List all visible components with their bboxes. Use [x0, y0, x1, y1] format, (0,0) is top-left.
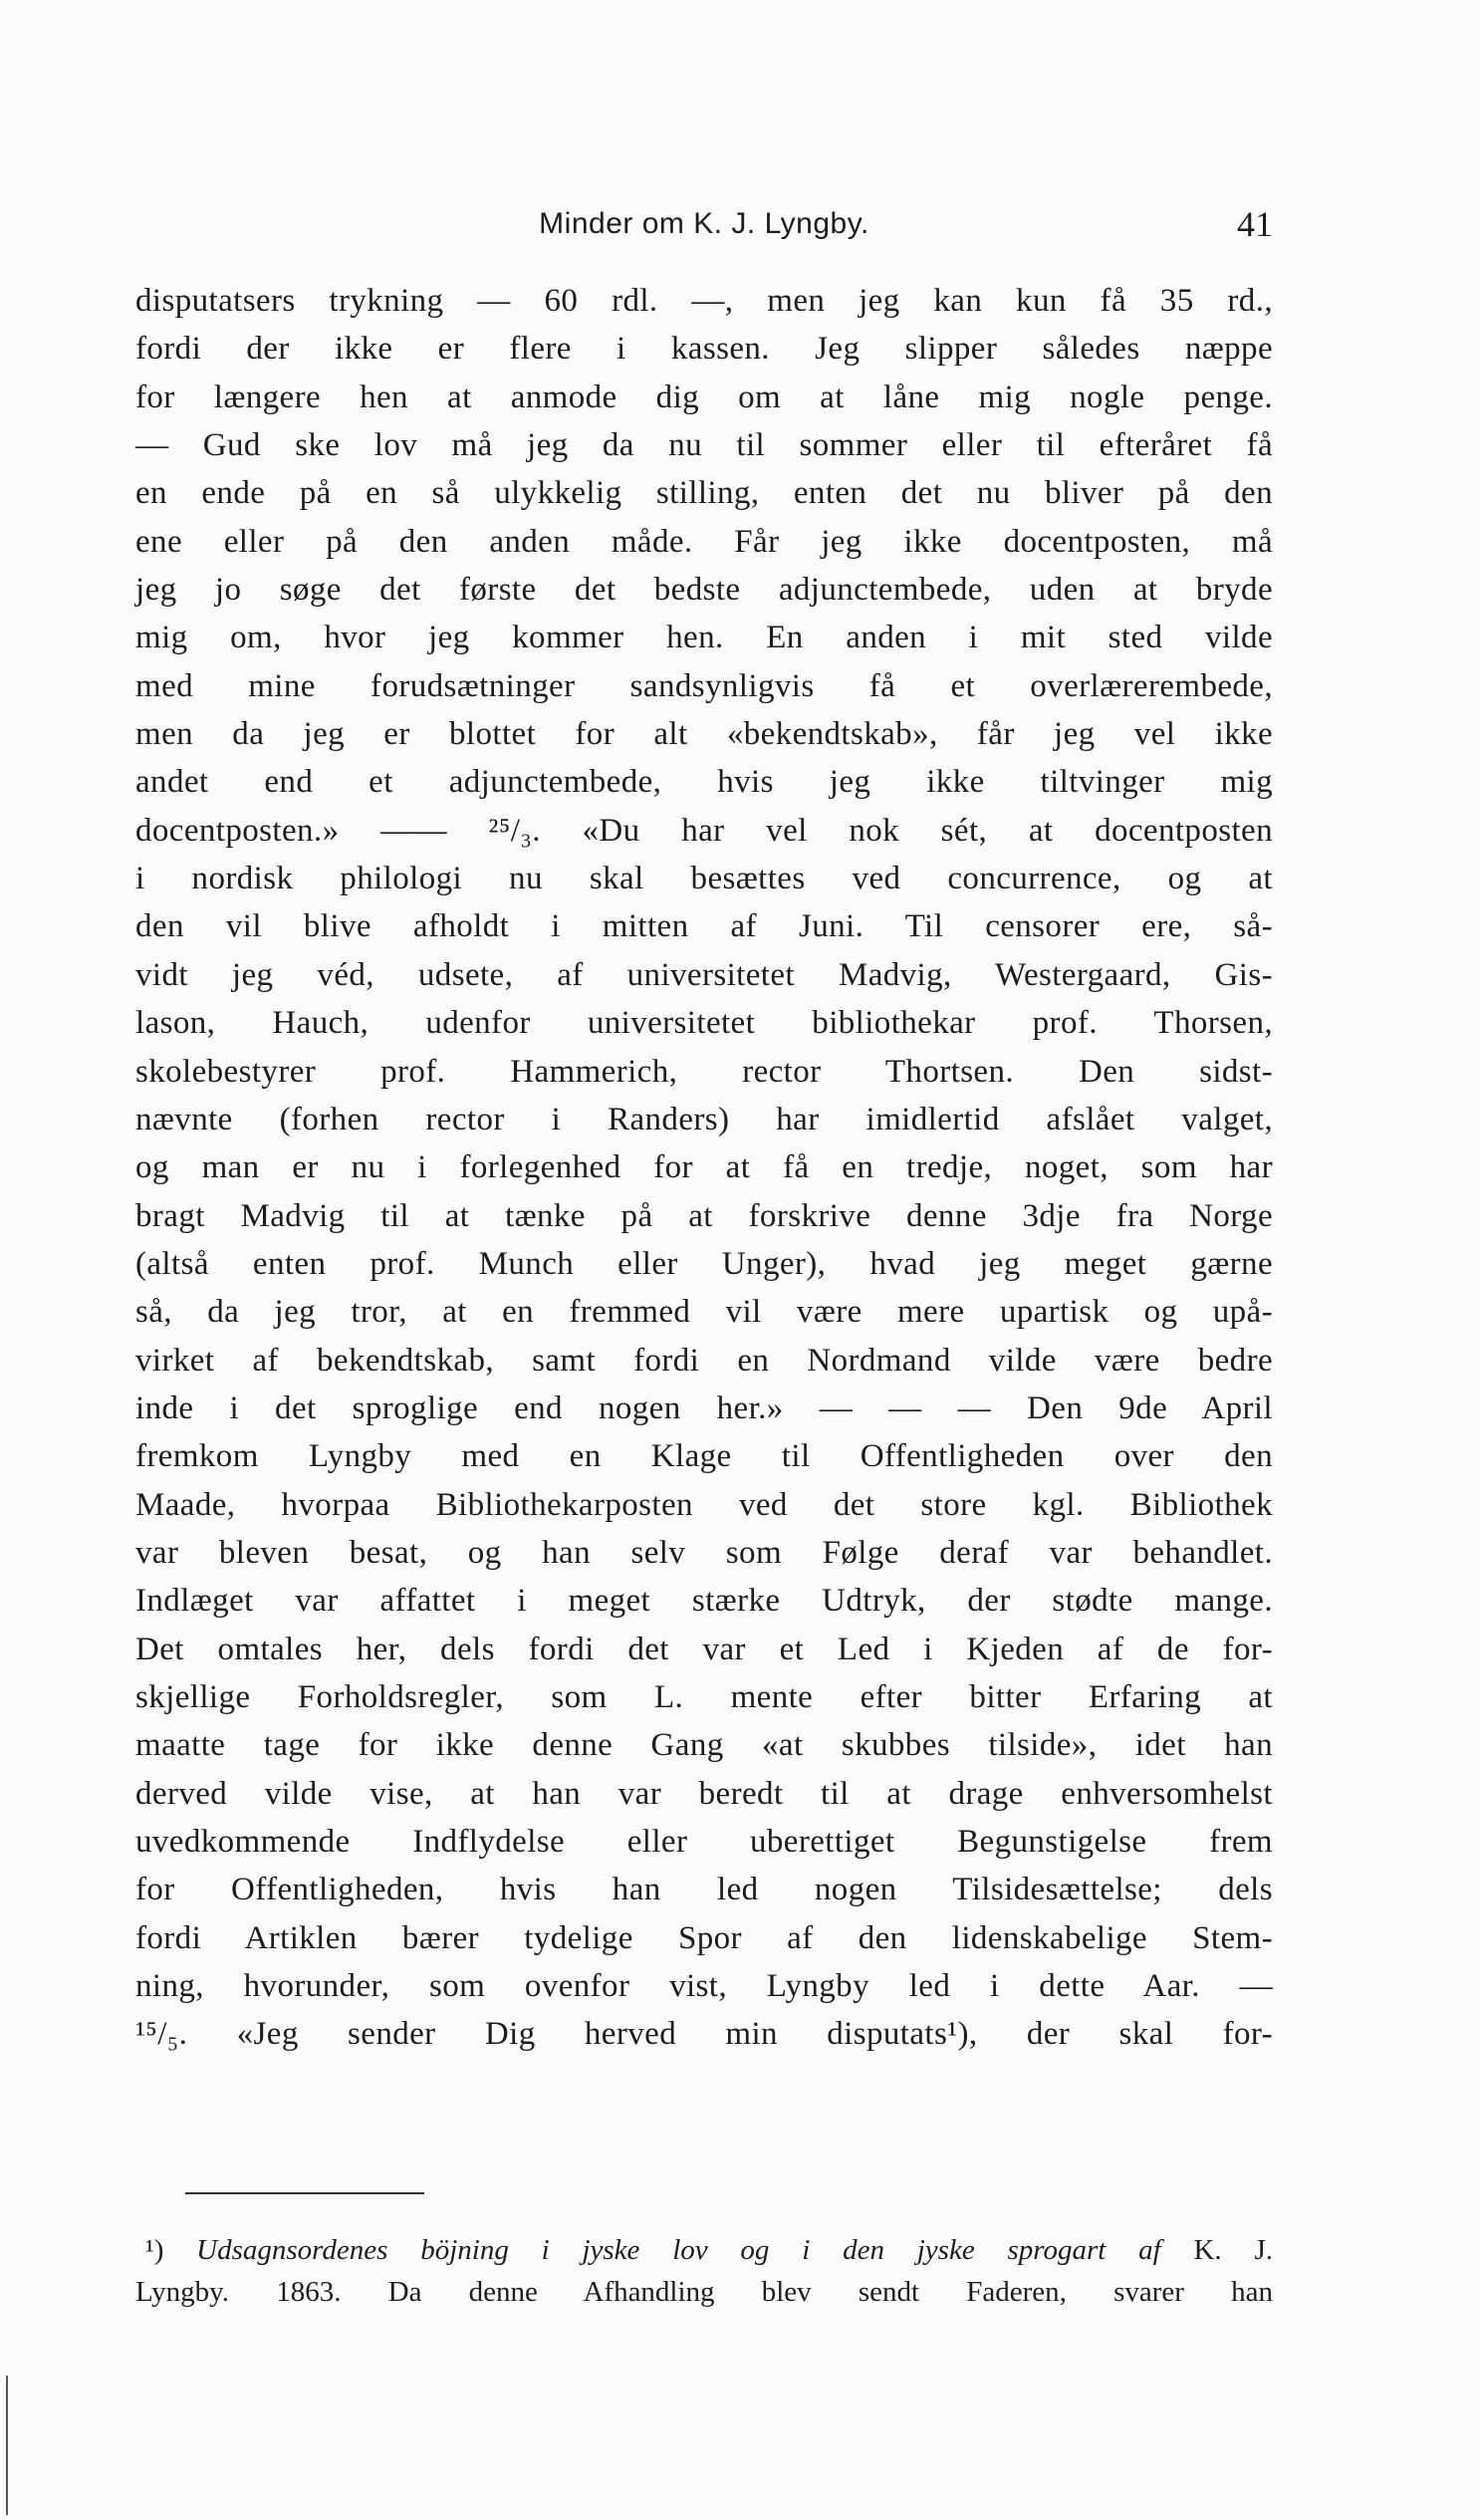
- running-head: Minder om K. J. Lyngby.: [539, 207, 869, 240]
- footnote-author: K. J.: [1193, 2234, 1274, 2266]
- body-line: Indlæget var affattet i meget stærke Udtryk, der stødte mange.: [135, 1583, 1273, 1620]
- footnote-marker: ¹): [145, 2234, 164, 2266]
- footnote-author-name: Lyngby.: [135, 2276, 229, 2308]
- body-line: ning, hvorunder, som ovenfor vist, Lyngby led i dette Aar. —: [135, 1968, 1273, 2005]
- body-line: fremkom Lyngby med en Klage til Offentligheden over den: [135, 1438, 1273, 1475]
- body-line: for Offentligheden, hvis han led nogen Tilsidesættelse; dels: [135, 1872, 1273, 1908]
- body-line: så, da jeg tror, at en fremmed vil være mere upartisk og upå-: [135, 1294, 1273, 1331]
- body-line: fordi Artiklen bærer tydelige Spor af den lidenskabelige Stem-: [135, 1919, 1273, 1956]
- body-line: men da jeg er blottet for alt «bekendtskab», får jeg vel ikke: [135, 716, 1273, 753]
- footnote-text: 1863. Da denne Afhandling blev sendt Faderen, svarer han: [276, 2276, 1274, 2308]
- body-line: fordi der ikke er flere i kassen. Jeg slipper således næppe: [135, 331, 1273, 368]
- footnote-line: [135, 2271, 1273, 2313]
- body-line: mig om, hvor jeg kommer hen. En anden i mit sted vilde: [135, 620, 1273, 656]
- body-line: ¹⁵/₅. «Jeg sender Dig herved min disputats¹), der skal for-: [135, 2016, 1273, 2053]
- body-line: skjellige Forholdsregler, som L. mente efter bitter Erfaring at: [135, 1678, 1273, 1715]
- body-line: inde i det sproglige end nogen her.» — — — Den 9de April: [135, 1389, 1273, 1426]
- body-line: — Gud ske lov må jeg da nu til sommer eller til efteråret få: [135, 427, 1273, 464]
- body-line: (altså enten prof. Munch eller Unger), hvad jeg meget gærne: [135, 1245, 1273, 1282]
- footnote-line: [135, 2229, 1273, 2271]
- body-line: derved vilde vise, at han var beredt til at drage enhversomhelst: [135, 1775, 1273, 1812]
- body-line: en ende på en så ulykkelig stilling, enten det nu bliver på den: [135, 475, 1273, 512]
- body-line: uvedkommende Indflydelse eller uberettiget Begunstigelse frem: [135, 1824, 1273, 1860]
- body-line: vidt jeg véd, udsete, af universitetet Madvig, Westergaard, Gis-: [135, 956, 1273, 993]
- page-number: 41: [1237, 204, 1273, 244]
- body-line: disputatsers trykning — 60 rdl. —, men jeg kan kun få 35 rd.,: [135, 283, 1273, 319]
- body-line: skolebestyrer prof. Hammerich, rector Thortsen. Den sidst-: [135, 1053, 1273, 1090]
- body-line: virket af bekendtskab, samt fordi en Nordmand vilde være bedre: [135, 1342, 1273, 1379]
- body-line: for længere hen at anmode dig om at låne mig nogle penge.: [135, 378, 1273, 415]
- body-line: med mine forudsætninger sandsynligvis få et overlærerembede,: [135, 667, 1273, 704]
- footnote-title: Udsagnsordenes böjning i jyske lov og i den jyske sprogart af: [196, 2234, 1161, 2266]
- footnote-rule: [185, 2192, 424, 2194]
- body-line: ene eller på den anden måde. Får jeg ikke docentposten, må: [135, 523, 1273, 560]
- body-line: Det omtales her, dels fordi det var et Led i Kjeden af de for-: [135, 1631, 1273, 1667]
- body-text: [135, 277, 1273, 2059]
- body-line: nævnte (forhen rector i Randers) har imidlertid afslået valget,: [135, 1101, 1273, 1137]
- body-line: var bleven besat, og han selv som Følge deraf var behandlet.: [135, 1534, 1273, 1571]
- body-line: maatte tage for ikke denne Gang «at skubbes tilside», idet han: [135, 1727, 1273, 1764]
- scan-edge-mark: [6, 2376, 8, 2515]
- body-line: lason, Hauch, udenfor universitetet bibliothekar prof. Thorsen,: [135, 1005, 1273, 1042]
- page-header: [135, 204, 1273, 247]
- footnote: [135, 2229, 1273, 2313]
- body-line: og man er nu i forlegenhed for at få en tredje, noget, som har: [135, 1149, 1273, 1186]
- body-line: docentposten.» —— ²⁵/₃. «Du har vel nok sét, at docentposten: [135, 812, 1273, 849]
- body-line: i nordisk philologi nu skal besættes ved concurrence, og at: [135, 861, 1273, 897]
- body-line: Maade, hvorpaa Bibliothekarposten ved det store kgl. Bibliothek: [135, 1486, 1273, 1523]
- body-line: andet end et adjunctembede, hvis jeg ikke tiltvinger mig: [135, 764, 1273, 801]
- body-line: bragt Madvig til at tænke på at forskrive denne 3dje fra Norge: [135, 1197, 1273, 1234]
- body-line: den vil blive afholdt i mitten af Juni. Til censorer ere, så-: [135, 908, 1273, 945]
- body-line: jeg jo søge det første det bedste adjunctembede, uden at bryde: [135, 572, 1273, 609]
